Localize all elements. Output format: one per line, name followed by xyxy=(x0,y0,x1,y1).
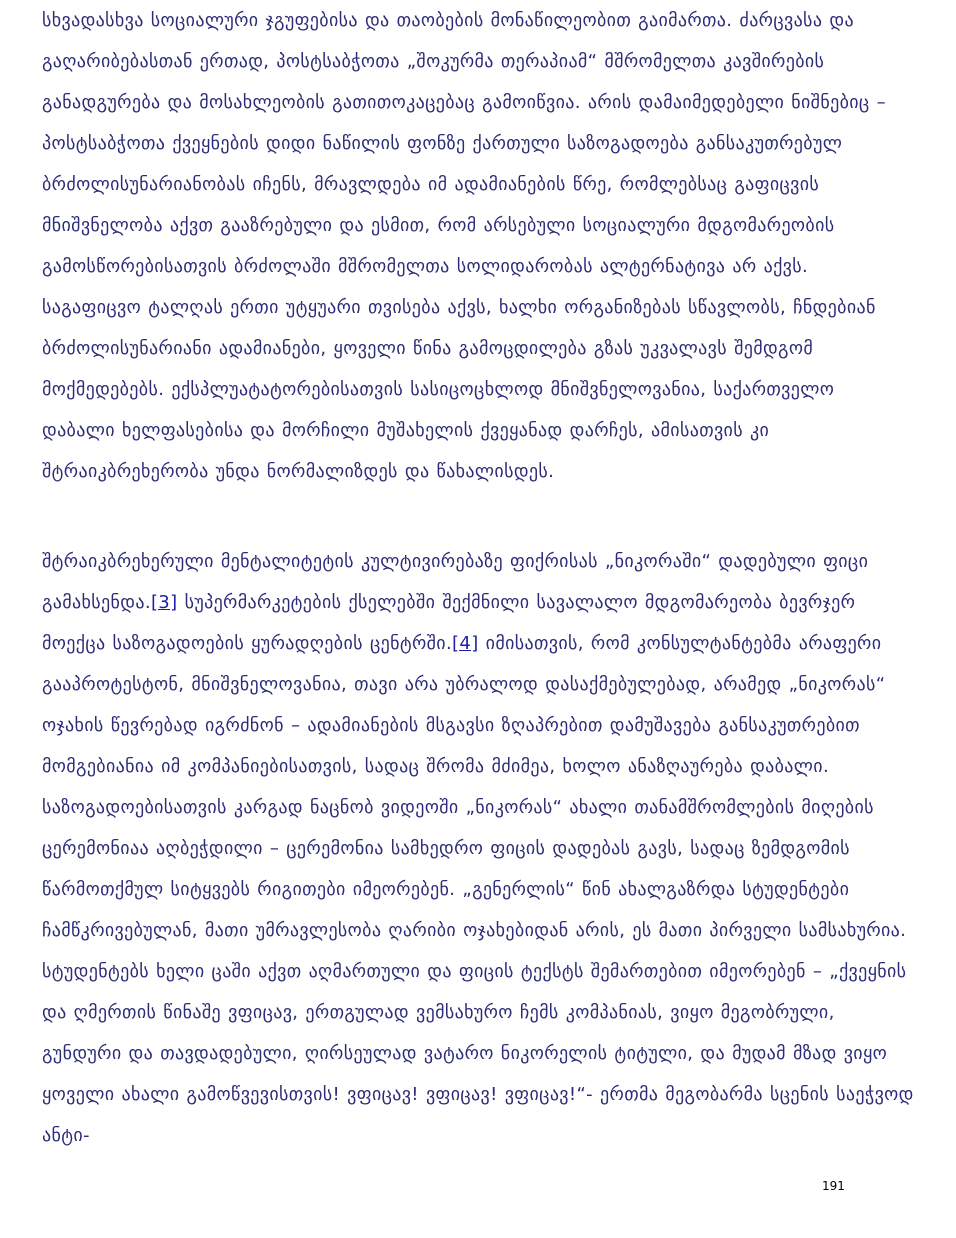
footnote-link-3[interactable]: [3] xyxy=(150,592,178,613)
paragraph-2-text-3: იმისათვის, რომ კონსულტანტებმა არაფერი გააპროტესტონ, მნიშვნელოვანია, თავი არა უბრალოდ დასაქმებულებად, არამედ „ნიკორას“ ოჯახის წევრებად იგრძნონ – ადამიანების მსგავსი ზღაპრებით დამუშავება განსაკუთრებით მომგებიანია იმ კომპანიებისათვის, სადაც შრომა მძიმეა, ხოლო ანაზღაურება დაბალი. საზოგადოებისათვის კარგად ნაცნობ ვიდეოში „ნიკორას“ ახალი თანამშრომლების მიღების ცერემონიაა აღბეჭდილი – ცერემონია სამხედრო ფიცის დადებას გავს, სადაც ზემდგომის წარმოთქმულ სიტყვებს რიგითები იმეორებენ. „გენერლის“ წინ ახალგაზრდა სტუდენტები ჩამწკრივებულან, მათი უმრავლესობა ღარიბი ოჯახებიდან არის, ეს მათი პირველი სამსახურია. სტუდენტებს ხელი ცაში აქვთ აღმართული და ფიცის ტექსტს შემართებით იმეორებენ – „ქვეყნის და ღმერთის წინაშე ვფიცავ, ერთგულად ვემსახურო ჩემს კომპანიას, ვიყო მეგობრული, გუნდური და თავდადებული, ღირსეულად ვატარო ნიკორელის ტიტული, და მუდამ მზად ვიყო ყოველი ახალი გამოწვევისთვის! ვფიცავ! ვფიცავ! ვფიცავ!“- ერთმა მეგობარმა სცენის საეჭვოდ ანტი- xyxy=(42,633,914,1146)
paragraph-2-text-2: სუპერმარკეტების ქსელებში შექმნილი სავალალო მდგომარეობა ბევრჯერ მოექცა საზოგადოების ყურადღების ცენტრში. xyxy=(42,592,856,654)
paragraph-2 xyxy=(42,541,914,1156)
page-number: 191 xyxy=(822,1179,845,1193)
paragraph-2-text-1: შტრაიკბრეხერული მენტალიტეტის კულტივირებაზე ფიქრისას „ნიკორაში“ დადებული ფიცი გამახსენდა. xyxy=(42,551,869,613)
document-page xyxy=(42,0,914,1156)
footnote-link-4[interactable]: [4] xyxy=(452,633,479,654)
paragraph-1: სხვადასხვა სოციალური ჯგუფებისა და თაობების მონაწილეობით გაიმართა. ძარცვასა და გაღარიბებასთან ერთად, პოსტსაბჭოთა „შოკურმა თერაპიამ“ მშრომელთა კავშირების განადგურება და მოსახლეობის გათითოკაცებაც გამოიწვია. არის დამაიმედებელი ნიშნებიც – პოსტსაბჭოთა ქვეყნების დიდი ნაწილის ფონზე ქართული საზოგადოება განსაკუთრებულ ბრძოლისუნარიანობას იჩენს, მრავლდება იმ ადამიანების წრე, რომლებსაც გაფიცვის მნიშვნელობა აქვთ გააზრებული და ესმით, რომ არსებული სოციალური მდგომარეობის გამოსწორებისათვის ბრძოლაში მშრომელთა სოლიდარობას ალტერნატივა არ აქვს. საგაფიცვო ტალღას ერთი უტყუარი თვისება აქვს, ხალხი ორგანიზებას სწავლობს, ჩნდებიან ბრძოლისუნარიანი ადამიანები, ყოველი წინა გამოცდილება გზას უკვალავს შემდგომ მოქმედებებს. ექსპლუატატორებისათვის სასიცოცხლოდ მნიშვნელოვანია, საქართველო დაბალი ხელფასებისა და მორჩილი მუშახელის ქვეყანად დარჩეს, ამისათვის კი შტრაიკბრეხერობა უნდა ნორმალიზდეს და წახალისდეს. xyxy=(42,10,886,482)
